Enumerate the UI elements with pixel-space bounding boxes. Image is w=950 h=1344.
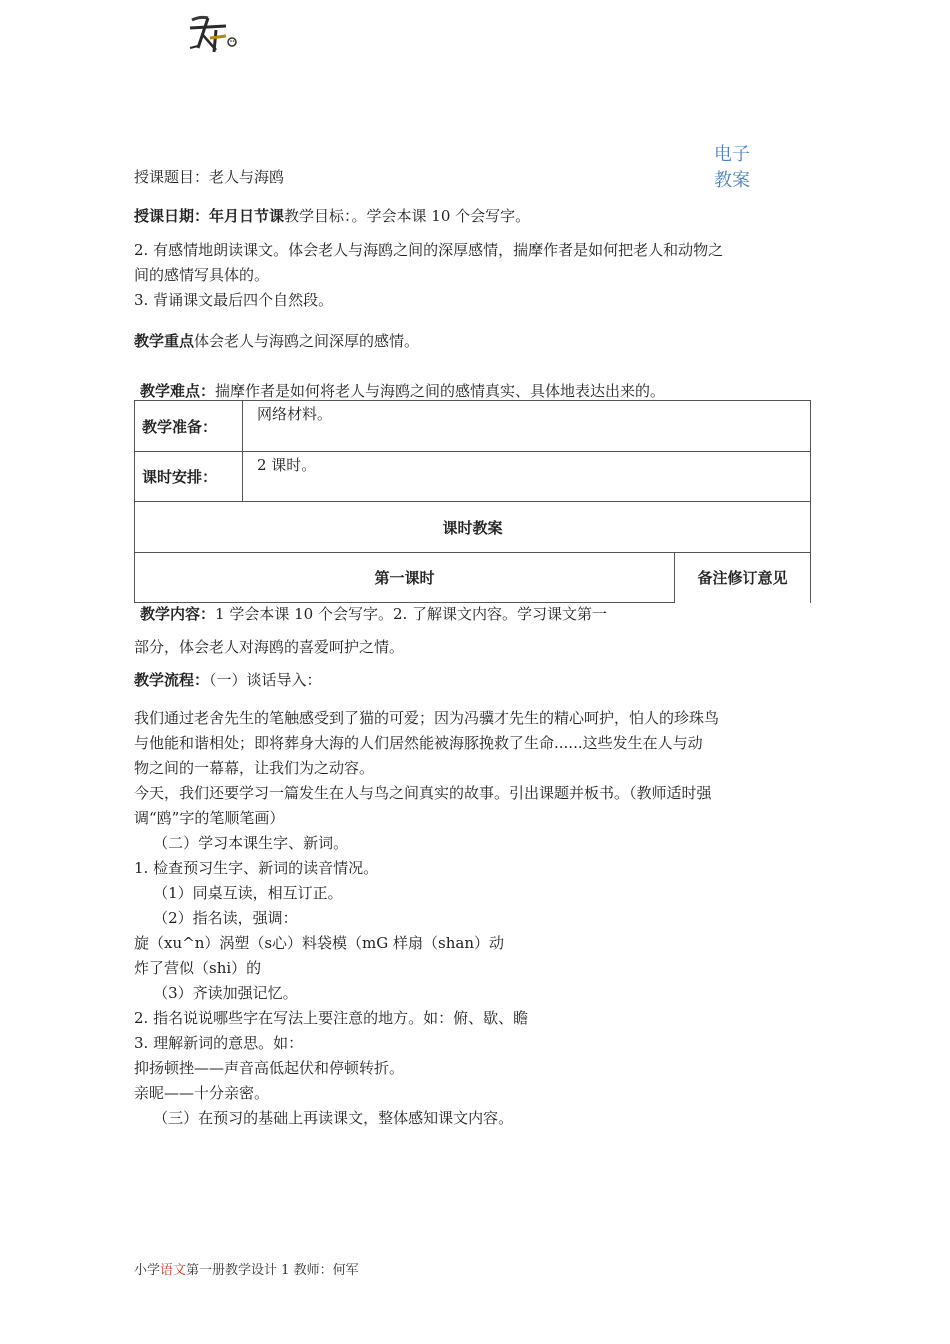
prep-row [135,401,811,452]
body-line: 今天，我们还要学习一篇发生在人与鸟之间真实的故事。引出课题并板书。（教师适时强 [134,784,712,802]
body-line: （1）同桌互读，相互订正。 [134,884,343,902]
body-line: （三）在预习的基础上再读课文，整体感知课文内容。 [134,1109,514,1127]
body-line: 亲昵——十分亲密。 [134,1084,270,1102]
plan-header-row [135,502,811,553]
prep-label: 教学准备： [135,401,243,452]
electronic-plan-label [714,142,750,194]
body-line: 抑扬顿挫——声音高低起伏和停顿转折。 [134,1059,405,1077]
teaching-content-line-2: 部分，体会老人对海鸥的喜爱呵护之情。 [134,638,405,656]
prep-value: 网络材料。 [243,401,811,452]
key-point-value: 体会老人与海鸥之间深厚的感情。 [194,332,420,350]
date-objective-line [134,204,530,229]
body-line: 与他能和谐相处；即将葬身大海的人们居然能被海豚挽救了生命......这些发生在人与动 [134,734,703,752]
teaching-content-label: 教学内容： [140,605,216,623]
body-line: 3. 理解新词的意思。如： [134,1034,304,1052]
teaching-flow [134,668,322,693]
eplan-line-2: 教案 [714,170,750,191]
lesson-title-value: 老人与海鸥 [209,168,285,186]
teaching-content-line-1 [140,602,607,627]
body-line: （3）齐读加强记忆。 [134,984,298,1002]
date-label: 授课日期：年月日节课 [134,207,285,225]
difficulty-label: 教学难点： [140,382,216,400]
notes-header: 备注修订意见 [675,553,811,603]
footer-part-2: 第一册教学设计 1 教师：何军 [186,1263,359,1278]
school-logo [186,12,242,56]
schedule-label: 课时安排： [135,452,243,502]
schedule-row [135,452,811,502]
body-line: 旋（xu^n）涡塑（s心）料袋模（mG 样扇（shan）动 [134,934,504,952]
plan-header: 课时教案 [135,502,811,553]
schedule-value: 2 课时。 [243,452,811,502]
lesson-plan-table [134,400,811,603]
goal-line-1: 2. 有感情地朗读课文。体会老人与海鸥之间的深厚感情，揣摩作者是如何把老人和动物之 [134,241,724,259]
body-line: 物之间的一幕幕，让我们为之动容。 [134,759,375,777]
key-point-label: 教学重点 [134,332,195,350]
key-point [134,329,419,354]
lesson-title-label: 授课题目： [134,168,210,186]
body-line: 1. 检查预习生字、新词的读音情况。 [134,859,379,877]
difficulty-value: 揣摩作者是如何将老人与海鸥之间的感情真实、具体地表达出来的。 [215,382,666,400]
body-line: （2）指名读，强调： [134,909,298,927]
lesson-title [134,165,284,190]
body-line: 我们通过老舍先生的笔触感受到了猫的可爱；因为冯骥才先生的精心呵护，怕人的珍珠鸟 [134,709,720,727]
page-footer [134,1262,359,1280]
teaching-flow-label: 教学流程： [134,671,210,689]
teaching-flow-value: （一）谈话导入： [209,671,322,689]
goal-line-3: 3. 背诵课文最后四个自然段。 [134,291,334,309]
footer-highlight: 语文 [160,1263,187,1278]
body-line: 炸了营似（shi）的 [134,959,262,977]
lesson-body [134,706,814,1131]
period-row [135,553,811,603]
first-period-label: 第一课时 [135,553,675,603]
body-line: 2. 指名说说哪些字在写法上要注意的地方。如：俯、歇、瞻 [134,1009,529,1027]
body-line: （二）学习本课生字、新词。 [134,834,349,852]
teaching-content-value: 1 学会本课 10 个会写字。2. 了解课文内容。学习课文第一 [215,605,608,623]
footer-part-1: 小学 [134,1263,161,1278]
objective-1: 教学目标：。学会本课 10 个会写字。 [284,207,531,225]
eplan-line-1: 电子 [714,144,750,165]
body-line: 调“鸥”字的笔顺笔画） [134,809,285,827]
goal-line-2: 间的感情写具体的。 [134,266,270,284]
